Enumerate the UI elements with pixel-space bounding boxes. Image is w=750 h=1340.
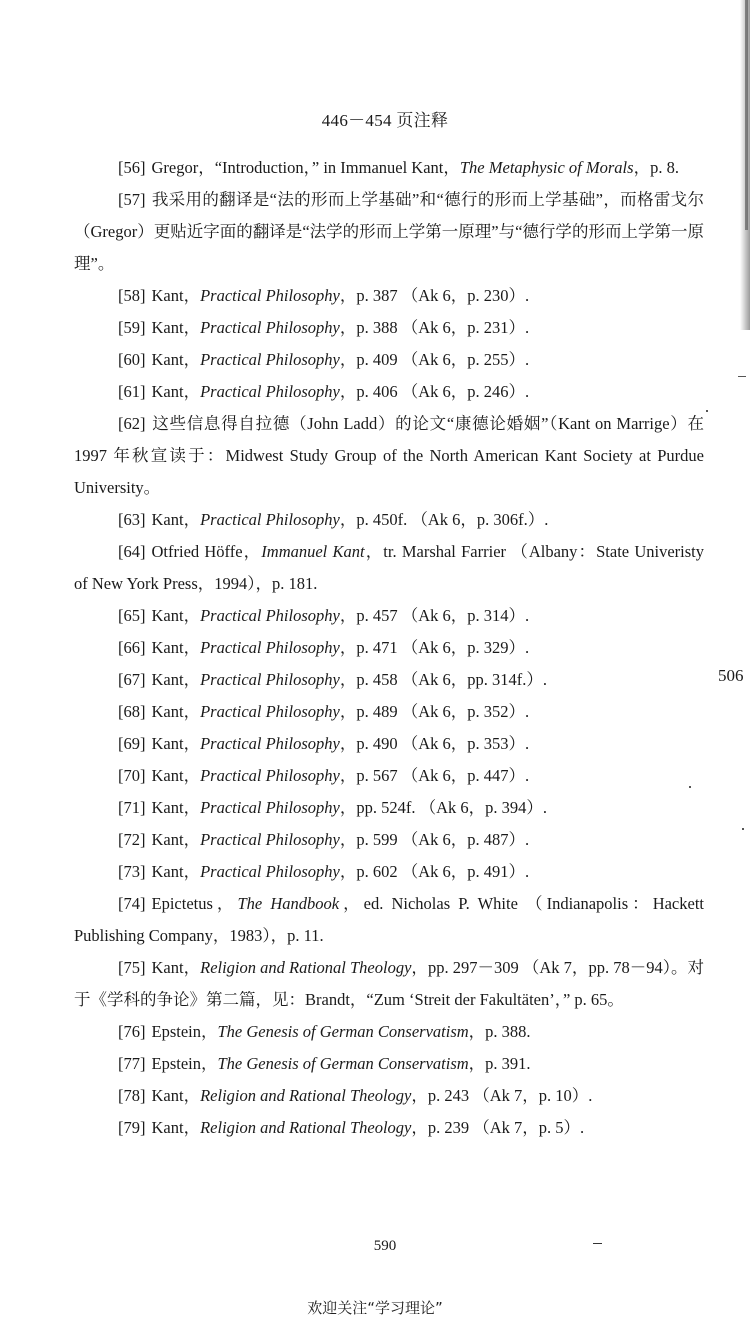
footnote-text: Kant， (151, 958, 201, 977)
footnote (74, 728, 704, 760)
footnote-text: Kant， (151, 638, 201, 657)
footnote-text: ，p. 471 （Ak 6，p. 329）. (339, 638, 530, 657)
footnote-text: ，p. 406 （Ak 6，p. 246）. (339, 382, 530, 401)
footnote-title: Practical Philosophy (200, 734, 340, 753)
footnote (74, 280, 704, 312)
footnote-text: Kant， (151, 670, 201, 689)
footnote (74, 696, 704, 728)
footnote-text: Kant， (151, 1118, 201, 1137)
footnote-title: Practical Philosophy (200, 510, 340, 529)
footnote (74, 664, 704, 696)
footnote-number: [63] (118, 510, 146, 529)
footnote-number: [68] (118, 702, 146, 721)
footnote-number: [79] (118, 1118, 146, 1137)
footnote-text: ，p. 388. (468, 1022, 531, 1041)
footnote (74, 600, 704, 632)
footnote-number: [66] (118, 638, 146, 657)
footnote (74, 376, 704, 408)
page-number: 590 (373, 1238, 397, 1254)
footnote-text: Kant， (151, 606, 201, 625)
footnote-text: Kant， (151, 286, 201, 305)
footnote-number: [65] (118, 606, 146, 625)
footnote-text: ，p. 243 （Ak 7，p. 10）. (411, 1086, 593, 1105)
footnote-text: Gregor，“Introduction，” in Immanuel Kant， (151, 158, 460, 177)
footnote-number: [58] (118, 286, 146, 305)
footnote-text: 这些信息得自拉德（John Ladd）的论文“康德论婚姻”（Kant on Marrige）在 1997 年秋宣读于：Midwest Study Group of the North American Kant Society at Purdue University。 (74, 414, 704, 497)
footnote-title: The Genesis of German Conservatism (217, 1054, 469, 1073)
footnote-text: ，pp. 524f. （Ak 6，p. 394）. (339, 798, 548, 817)
footnote-title: Practical Philosophy (200, 766, 340, 785)
footnote-text: ，p. 602 （Ak 6，p. 491）. (339, 862, 530, 881)
footnote-number: [74] (118, 894, 146, 913)
footnote-text: Kant， (151, 1086, 201, 1105)
footer-watermark: 欢迎关注“学习理论” (307, 1299, 443, 1317)
footnote-text: Kant， (151, 350, 201, 369)
footnote-text: Kant， (151, 798, 201, 817)
footnote-text: ，p. 567 （Ak 6，p. 447）. (339, 766, 530, 785)
footnote-number: [64] (118, 542, 146, 561)
footnote (74, 1016, 704, 1048)
scan-speck (706, 410, 708, 412)
footnote (74, 1112, 704, 1144)
footnote-number: [56] (118, 158, 146, 177)
footnote-text: Epictetus， (151, 894, 238, 913)
scan-speck (738, 376, 746, 377)
footnote-title: Practical Philosophy (200, 286, 340, 305)
footnote-title: Religion and Rational Theology (200, 958, 412, 977)
footnote-text: ，p. 450f. （Ak 6，p. 306f.）. (339, 510, 549, 529)
footnote-text: ，p. 490 （Ak 6，p. 353）. (339, 734, 530, 753)
footnote-number: [73] (118, 862, 146, 881)
footnote (74, 856, 704, 888)
page-header: 446－454 页注释 (321, 111, 449, 130)
footnote-number: [70] (118, 766, 146, 785)
footnote-text: 我采用的翻译是“法的形而上学基础”和“德行的形而上学基础”，而格雷戈尔（Gregor）更贴近字面的翻译是“法学的形而上学第一原理”与“德行学的形而上学第一原理”。 (74, 190, 704, 273)
footnote-title: Practical Philosophy (200, 318, 340, 337)
footnote (74, 344, 704, 376)
footnote-text: ，ed. Nicholas P. White （Indianapolis：Hackett Publishing Company，1983），p. 11. (74, 894, 704, 945)
footnote-number: [75] (118, 958, 146, 977)
footnote-text: ，p. 391. (468, 1054, 531, 1073)
footnote-title: Immanuel Kant (261, 542, 365, 561)
footnote-text: ，p. 8. (633, 158, 679, 177)
footnote (74, 312, 704, 344)
margin-page-number: 506 (718, 666, 744, 685)
footnote (74, 952, 704, 1016)
footnote (74, 824, 704, 856)
footnote-text: Epstein， (151, 1022, 218, 1041)
footnote-text: Epstein， (151, 1054, 218, 1073)
scan-speck (689, 786, 691, 788)
footnote-title: Practical Philosophy (200, 638, 340, 657)
footnote (74, 152, 704, 184)
footnote-text: ，pp. 297－309 （Ak 7，pp. 78－94）。对于《学科的争论》第二篇，见：Brandt，“Zum ‘Streit der Fakultäten’，” p. 65。 (74, 958, 704, 1009)
footnote-title: Practical Philosophy (200, 606, 340, 625)
footnote-title: Practical Philosophy (200, 798, 340, 817)
footnote (74, 792, 704, 824)
footnote-text: ，p. 489 （Ak 6，p. 352）. (339, 702, 530, 721)
footnote-text: Kant， (151, 382, 201, 401)
footnote (74, 888, 704, 952)
footnote-number: [77] (118, 1054, 146, 1073)
footnote (74, 408, 704, 504)
footnote-text: Kant， (151, 702, 201, 721)
footnote (74, 1048, 704, 1080)
footnote-title: The Genesis of German Conservatism (217, 1022, 469, 1041)
footnote-text: Kant， (151, 766, 201, 785)
footnote-number: [69] (118, 734, 146, 753)
footnote-text: ，p. 239 （Ak 7，p. 5）. (411, 1118, 585, 1137)
footnote-text: ，p. 457 （Ak 6，p. 314）. (339, 606, 530, 625)
scan-mark (593, 1243, 602, 1244)
footnote (74, 1080, 704, 1112)
footnote-title: Religion and Rational Theology (200, 1086, 412, 1105)
footnote-title: Practical Philosophy (200, 862, 340, 881)
footnote-text: Otfried Höffe， (151, 542, 262, 561)
scan-speck (742, 828, 744, 830)
footnote-title: Practical Philosophy (200, 382, 340, 401)
footnote (74, 504, 704, 536)
footnote-text: Kant， (151, 862, 201, 881)
footnote-text: Kant， (151, 318, 201, 337)
footnote-text: ，tr. Marshal Farrier （Albany：State Univeristy of New York Press，1994），p. 181. (74, 542, 705, 593)
footnote-text: ，p. 458 （Ak 6，pp. 314f.）. (339, 670, 548, 689)
footnote-number: [72] (118, 830, 146, 849)
footnote-number: [78] (118, 1086, 146, 1105)
footnote-number: [62] (118, 414, 146, 433)
footnote-text: Kant， (151, 734, 201, 753)
footnote-title: Religion and Rational Theology (200, 1118, 412, 1137)
footnote-text: Kant， (151, 830, 201, 849)
footnote-title: Practical Philosophy (200, 350, 340, 369)
footnote-title: Practical Philosophy (200, 702, 340, 721)
footnote-title: The Handbook (237, 894, 340, 913)
footnote-title: Practical Philosophy (200, 830, 340, 849)
footnote-number: [57] (118, 190, 146, 209)
footnote-number: [71] (118, 798, 146, 817)
footnote (74, 632, 704, 664)
footnote-number: [61] (118, 382, 146, 401)
footnote (74, 536, 704, 600)
footnote-text: ，p. 388 （Ak 6，p. 231）. (339, 318, 530, 337)
notes-list (74, 152, 704, 1144)
footnote-title: The Metaphysic of Morals (459, 158, 634, 177)
footnote (74, 184, 704, 280)
footnote-number: [67] (118, 670, 146, 689)
footnote (74, 760, 704, 792)
footnote-number: [76] (118, 1022, 146, 1041)
footnote-title: Practical Philosophy (200, 670, 340, 689)
footnote-text: Kant， (151, 510, 201, 529)
footnote-text: ，p. 599 （Ak 6，p. 487）. (339, 830, 530, 849)
footnote-text: ，p. 387 （Ak 6，p. 230）. (339, 286, 530, 305)
footnote-text: ，p. 409 （Ak 6，p. 255）. (339, 350, 530, 369)
footnote-number: [60] (118, 350, 146, 369)
footnote-number: [59] (118, 318, 146, 337)
